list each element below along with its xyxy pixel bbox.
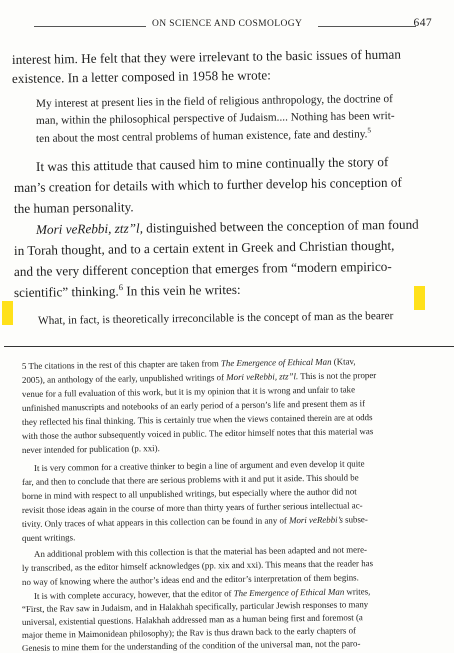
- footnote-ref: 6: [118, 282, 124, 293]
- footnote-line: universal, existential questions. Halakhah addressed man as a human being first and foremost (a: [21, 612, 363, 627]
- footnote-line: An additional problem with this collection is that the material has been adapted and not mere-: [33, 544, 368, 559]
- footnote-line: It is with complete accuracy, however, that the editor of The Emergence of Ethical Man writes,: [33, 586, 371, 601]
- footnote-line: venue for a full evaluation of this work, but it is my opinion that it is wrong and unfair to take: [21, 384, 356, 399]
- body-line: interest him. He felt that they were irrelevant to the basic issues of human: [11, 46, 401, 67]
- footnote-line: quent writings.: [21, 532, 76, 543]
- body-line: in Torah thought, and to a certain extent in Greek and Christian thought,: [13, 237, 395, 258]
- footnote-line: with those the author subsequently voiced in public. The editor himself notes that this material was: [21, 426, 374, 441]
- footnote-line: Genesis to mine them for the understanding of the condition of the universal man, not the paro-: [21, 638, 361, 653]
- page-number: 647: [413, 17, 432, 29]
- body-line: existence. In a letter composed in 1958 he wrote:: [11, 67, 271, 86]
- footnote-line: revisit those ideas again in the course of more than thirty years of further serious intellectual ac-: [21, 500, 363, 515]
- footnote-line: no way of knowing where the author’s ideas end and the editor’s interpretation of them begins.: [21, 572, 359, 587]
- quote-line: What, in fact, is theoretically irreconcilable is the concept of man as the bearer: [37, 310, 394, 327]
- footnote-line: they reflected his final thinking. This is certainly true when the views contained therein are at odds: [21, 412, 373, 427]
- body-line: scientific” thinking.$^6$ In this vein he writes:: [13, 281, 241, 300]
- footnote-line: It is very common for a creative thinker to begin a line of argument and even develop it quite: [33, 458, 365, 473]
- highlight-marker-left: [2, 301, 13, 325]
- footnote-line: major theme in Maimonidean philosophy); the Rav is thus drawn back to the early chapters of: [21, 625, 357, 640]
- header-rule-right: [318, 26, 416, 27]
- footnote-line: tivity. Only traces of what appears in this collection can be found in any of Mori veRebbi’s subse-: [21, 514, 368, 529]
- highlight-marker-right: [414, 286, 425, 310]
- footnote-line: borne in mind with respect to all unpublished writings, but especially where the author did not: [21, 486, 357, 501]
- body-line: the human personality.: [13, 199, 134, 216]
- quote-line: My interest at present lies in the field of religious anthropology, the doctrine of: [35, 93, 393, 110]
- footnote-line: ly transcribed, as the editor himself acknowledges (pp. xix and xxi). This means that the reader has: [21, 558, 374, 573]
- header-rule-left: [34, 26, 146, 27]
- footnote-line: “First, the Rav saw in Judaism, and in Halakhah specifically, particular Jewish responses to many: [21, 599, 369, 614]
- body-line: and the very different conception that emerges from “modern empirico-: [13, 258, 392, 279]
- quote-line: man, within the philosophical perspective of Judaism.... Nothing has been writ-: [35, 109, 395, 127]
- quote-line: ten about the most central problems of human existence, fate and destiny.$^5$: [35, 125, 372, 145]
- body-line: man’s creation for details with which to further develop his conception of: [13, 174, 402, 195]
- body-line: It was this attitude that caused him to mine continually the story of: [35, 154, 389, 174]
- running-head: ON SCIENCE AND COSMOLOGY: [152, 19, 303, 29]
- footnote-line: never intended for publication (p. xxi).: [21, 443, 160, 455]
- footnote-ref: 5: [367, 125, 372, 135]
- footnote-line: unfinished manuscripts and notebooks of an early period of a person’s life and present them as if: [21, 398, 366, 413]
- footnote-divider: [4, 346, 454, 347]
- body-line: Mori veRebbi, ztz”l, distinguished between the conception of man found: [35, 216, 419, 237]
- footnote-line: 2005), an anthology of the early, unpublished writings of Mori veRebbi, ztz”l. This is not the proper: [21, 370, 377, 385]
- page-header: [34, 18, 438, 32]
- footnote-line: 5 The citations in the rest of this chapter are taken from The Emergence of Ethical Man (Ktav,: [21, 356, 356, 371]
- footnote-line: far, and then to conclude that there are serious problems with it and put it aside. This should be: [21, 472, 359, 487]
